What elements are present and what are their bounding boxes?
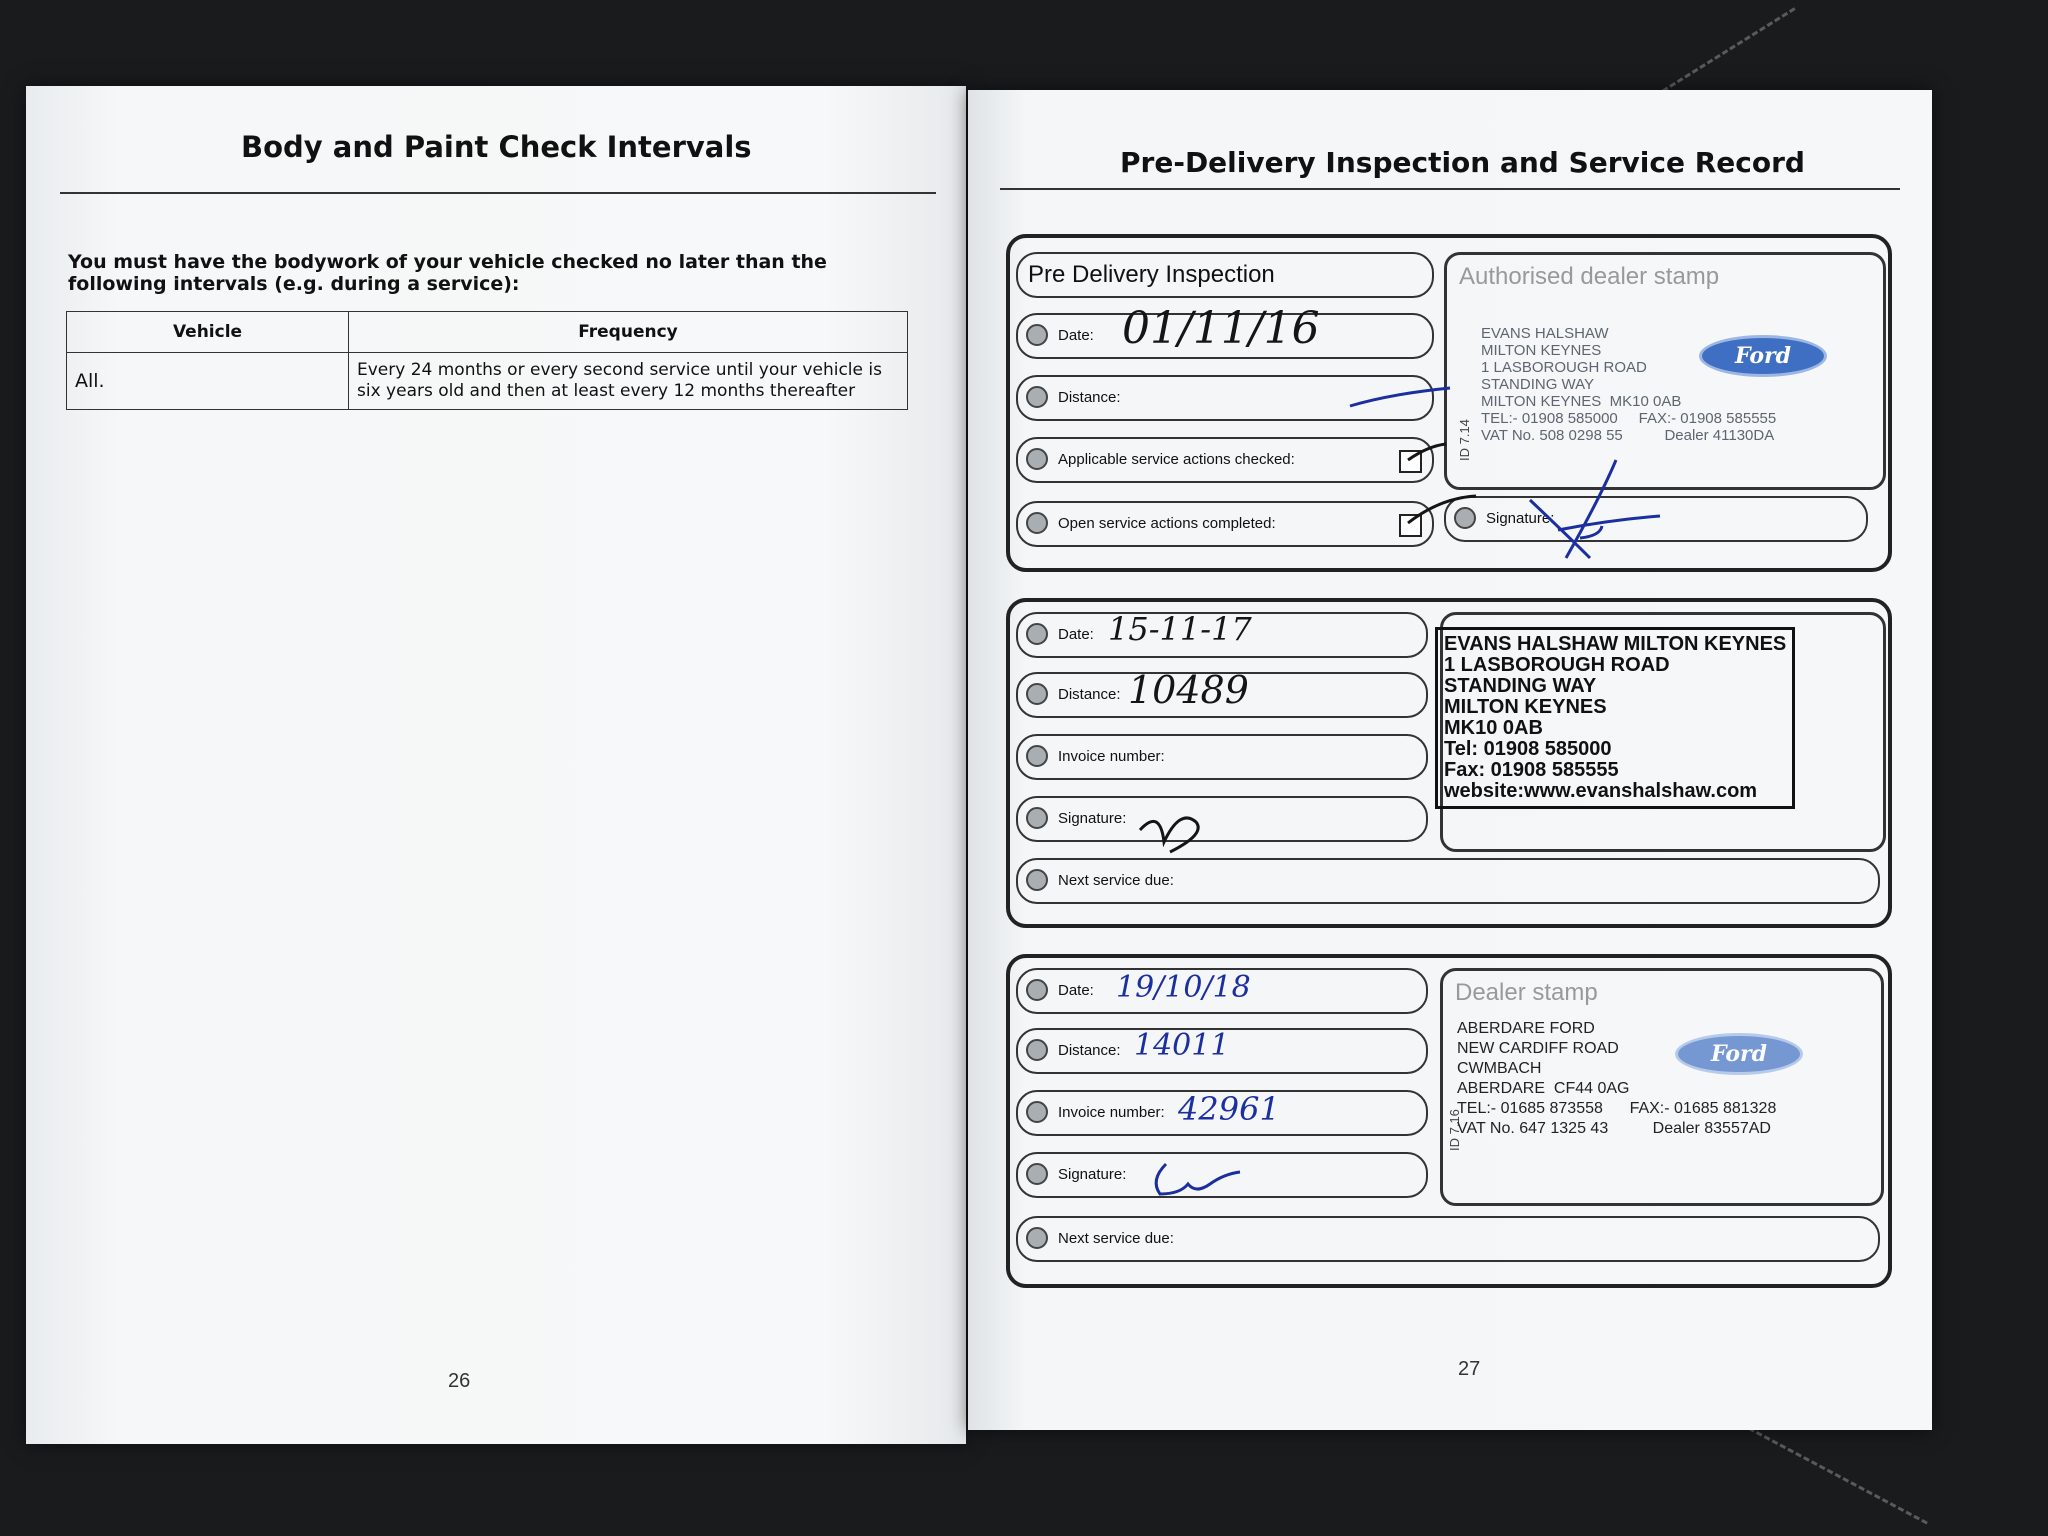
- service1-signature-row[interactable]: [1016, 796, 1428, 842]
- service2-date-handwritten: 19/10/18: [1116, 970, 1251, 1005]
- service-record-1-box: [1006, 598, 1892, 928]
- service2-invoice-handwritten: 42961: [1178, 1090, 1280, 1128]
- service2-stamp-text: ABERDARE FORD NEW CARDIFF ROAD CWMBACH ABERDARE CF44 0AG TEL:- 01685 873558 FAX:- 01685 881328 VAT No. 647 1325 43 Dealer 83557AD: [1457, 1020, 1777, 1137]
- service2-invoice-row[interactable]: [1016, 1090, 1428, 1136]
- service2-stamp-header: Dealer stamp: [1455, 979, 1598, 1006]
- service-booklet: [26, 86, 1932, 1444]
- service2-distance-label: Distance:: [1058, 1042, 1121, 1059]
- radio-dot-icon: [1026, 386, 1048, 408]
- service2-signature-label: Signature:: [1058, 1166, 1127, 1183]
- pdi-applicable-row[interactable]: [1016, 437, 1434, 483]
- service1-distance-row[interactable]: [1016, 668, 1428, 718]
- right-page: [968, 90, 1932, 1430]
- ford-logo-icon: Ford: [1675, 1033, 1803, 1075]
- left-page: [26, 86, 966, 1444]
- table-row: [67, 353, 908, 410]
- radio-dot-icon: [1026, 324, 1048, 346]
- service2-date-label: Date:: [1058, 982, 1094, 999]
- open-actions-checkbox[interactable]: [1399, 514, 1422, 537]
- table-cell-vehicle: All.: [67, 353, 349, 410]
- check-intervals-table: [66, 311, 908, 410]
- pdi-open-label: Open service actions completed:: [1058, 515, 1276, 532]
- radio-dot-icon: [1026, 807, 1048, 829]
- service2-stamp-panel: [1440, 968, 1884, 1206]
- service1-next-label: Next service due:: [1058, 872, 1174, 889]
- radio-dot-icon: [1026, 1227, 1048, 1249]
- left-title-rule: [60, 192, 936, 194]
- service1-invoice-label: Invoice number:: [1058, 748, 1165, 765]
- service2-date-row[interactable]: [1016, 968, 1428, 1014]
- service1-distance-handwritten: 10489: [1128, 668, 1249, 712]
- pdi-stamp-header: Authorised dealer stamp: [1459, 263, 1720, 290]
- radio-dot-icon: [1026, 512, 1048, 534]
- service2-distance-handwritten: 14011: [1134, 1028, 1230, 1063]
- radio-dot-icon: [1026, 1039, 1048, 1061]
- pdi-stamp-text: EVANS HALSHAW MILTON KEYNES 1 LASBOROUGH ROAD STANDING WAY MILTON KEYNES MK10 0AB TEL:- 01908 585000 FAX:- 01908 585555 VAT No. 508 0298 55 Dealer 41130DA: [1481, 325, 1777, 444]
- pdi-signature-label: Signature:: [1486, 510, 1555, 527]
- page-number-left: 26: [448, 1370, 471, 1392]
- pdi-date-handwritten: 01/11/16: [1122, 303, 1320, 354]
- service2-code: ID 7.16: [1447, 1109, 1462, 1151]
- table-header-frequency: Frequency: [349, 312, 908, 353]
- pdi-date-label: Date:: [1058, 327, 1094, 344]
- right-page-title: Pre-Delivery Inspection and Service Record: [1120, 146, 1805, 179]
- pdi-signature-row[interactable]: [1444, 496, 1868, 542]
- service1-signature-label: Signature:: [1058, 810, 1127, 827]
- service1-date-label: Date:: [1058, 626, 1094, 643]
- right-title-rule: [1000, 188, 1900, 190]
- radio-dot-icon: [1026, 979, 1048, 1001]
- ford-logo-icon: Ford: [1699, 335, 1827, 377]
- pdi-applicable-label: Applicable service actions checked:: [1058, 451, 1295, 468]
- pdi-record-box: [1006, 234, 1892, 572]
- radio-dot-icon: [1026, 683, 1048, 705]
- page-number-right: 27: [1458, 1358, 1481, 1380]
- pdi-date-row[interactable]: [1016, 303, 1434, 359]
- service1-invoice-row[interactable]: [1016, 734, 1428, 780]
- service1-stamp-panel: [1440, 612, 1886, 852]
- pdi-heading-row: [1016, 252, 1434, 298]
- pdi-code: ID 7.14: [1457, 419, 1472, 461]
- service1-date-row[interactable]: [1016, 612, 1428, 658]
- service2-invoice-label: Invoice number:: [1058, 1104, 1165, 1121]
- table-cell-frequency: Every 24 months or every second service until your vehicle is six years old and then at least every 12 months thereafter: [349, 353, 908, 410]
- pdi-distance-row[interactable]: [1016, 375, 1434, 421]
- service2-signature-row[interactable]: [1016, 1152, 1428, 1198]
- radio-dot-icon: [1026, 745, 1048, 767]
- body-check-intro: You must have the bodywork of your vehicle checked no later than the following intervals (e.g. during a service):: [68, 251, 827, 295]
- pdi-distance-label: Distance:: [1058, 389, 1121, 406]
- radio-dot-icon: [1026, 1163, 1048, 1185]
- radio-dot-icon: [1454, 507, 1476, 529]
- applicable-checkbox[interactable]: [1399, 450, 1422, 473]
- service1-date-handwritten: 15-11-17: [1108, 610, 1252, 648]
- pdi-open-row[interactable]: [1016, 501, 1434, 547]
- pdi-heading: Pre Delivery Inspection: [1028, 261, 1275, 288]
- left-page-title: Body and Paint Check Intervals: [241, 130, 752, 164]
- radio-dot-icon: [1026, 1101, 1048, 1123]
- radio-dot-icon: [1026, 869, 1048, 891]
- radio-dot-icon: [1026, 623, 1048, 645]
- service2-next-label: Next service due:: [1058, 1230, 1174, 1247]
- pdi-stamp-panel: [1444, 252, 1886, 490]
- service1-next-row[interactable]: [1016, 858, 1880, 904]
- table-header-vehicle: Vehicle: [67, 312, 349, 353]
- service-record-2-box: [1006, 954, 1892, 1288]
- service2-distance-row[interactable]: [1016, 1028, 1428, 1074]
- radio-dot-icon: [1026, 448, 1048, 470]
- service1-distance-label: Distance:: [1058, 686, 1121, 703]
- service1-dealer-stamp: EVANS HALSHAW MILTON KEYNES 1 LASBOROUGH ROAD STANDING WAY MILTON KEYNES MK10 0AB Tel: 01908 585000 Fax: 01908 585555 website:www.evanshalshaw.com: [1435, 627, 1795, 809]
- service2-next-row[interactable]: [1016, 1216, 1880, 1262]
